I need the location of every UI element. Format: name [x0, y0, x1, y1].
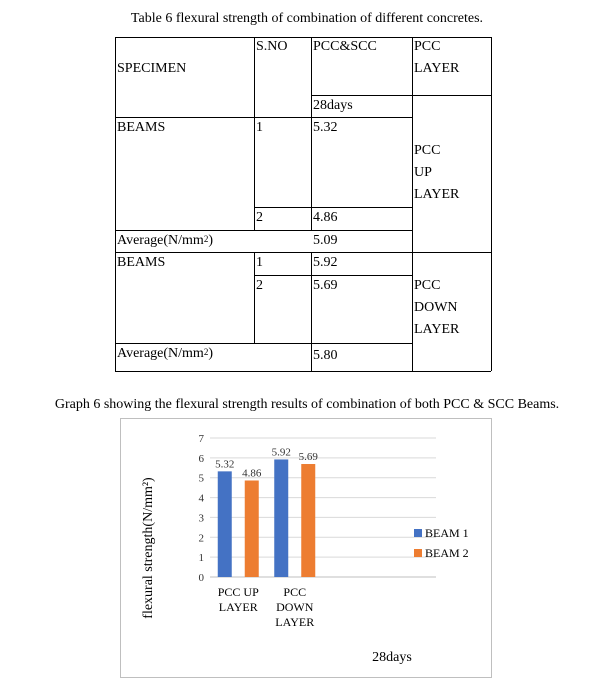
data-label-0-0: 5.32: [215, 458, 235, 471]
bar-beam-1-1: [274, 459, 288, 577]
header-sno: S.NO: [256, 39, 288, 54]
table-caption: Table 6 flexural strength of combination of different concretes.: [130, 11, 484, 26]
group2-row1-value: 5.92: [313, 255, 338, 270]
category-label-0-1: LAYER: [218, 600, 258, 614]
group1-row2-value: 4.86: [313, 210, 338, 225]
group1-layer-line1: PCC: [414, 143, 441, 158]
group2-layer-line3: LAYER: [414, 322, 460, 337]
legend-label-1: BEAM 2: [425, 546, 469, 560]
bar-beam-1-0: [218, 471, 232, 577]
legend-label-0: BEAM 1: [425, 526, 469, 540]
header-specimen: SPECIMEN: [117, 61, 187, 76]
bar-beam-2-0: [245, 480, 259, 577]
legend-swatch-0: [414, 529, 422, 537]
graph-caption: Graph 6 showing the flexural strength results of combination of both PCC & SCC Beams.: [54, 397, 560, 412]
y-tick-label-6: 6: [198, 452, 204, 465]
data-label-1-1: 5.69: [298, 451, 318, 464]
group1-row1-value: 5.32: [313, 120, 338, 135]
header-pcc-scc: PCC&SCC: [313, 39, 377, 54]
group2-average-value: 5.80: [313, 348, 338, 363]
group1-specimen: BEAMS: [117, 120, 166, 135]
group1-layer-line3: LAYER: [414, 187, 460, 202]
category-label-1-1: DOWN: [276, 600, 314, 614]
group2-row2-value: 5.69: [313, 278, 338, 293]
header-days: 28days: [313, 98, 353, 113]
group1-average-label: $Average(N/mm^2)$: [117, 233, 213, 248]
group2-specimen: BEAMS: [117, 255, 166, 270]
category-label-0-0: PCC UP: [217, 585, 259, 599]
legend-swatch-1: [414, 549, 422, 557]
group2-row2-sno: 2: [256, 278, 263, 293]
x-axis-title: 28days: [372, 650, 412, 665]
y-tick-label-7: 7: [198, 433, 204, 445]
header-pcc-layer-line1: PCC: [414, 39, 441, 54]
group1-layer-line2: UP: [414, 165, 432, 180]
group2-row1-sno: 1: [256, 255, 263, 270]
category-label-1-0: PCC: [283, 585, 307, 599]
group2-layer-line2: DOWN: [414, 300, 458, 315]
bar-beam-2-1: [301, 464, 315, 577]
group2-layer-line1: PCC: [414, 278, 441, 293]
group1-row2-sno: 2: [256, 210, 263, 225]
group1-average-value: 5.09: [313, 233, 338, 248]
y-axis-title: flexural strength(N/mm²): [141, 477, 156, 619]
data-label-0-1: 5.92: [271, 446, 291, 459]
data-label-1-0: 4.86: [242, 467, 262, 480]
y-tick-label-4: 4: [198, 492, 204, 505]
group2-average-label: $Average(N/mm^2)$: [117, 346, 213, 361]
y-tick-label-3: 3: [198, 512, 204, 525]
y-tick-label-5: 5: [198, 472, 204, 485]
group1-row1-sno: 1: [256, 120, 263, 135]
y-tick-label-2: 2: [198, 532, 204, 545]
y-tick-label-1: 1: [198, 552, 204, 565]
category-label-1-2: LAYER: [275, 615, 315, 629]
y-tick-label-0: 0: [198, 572, 204, 584]
header-pcc-layer-line2: LAYER: [414, 61, 460, 76]
